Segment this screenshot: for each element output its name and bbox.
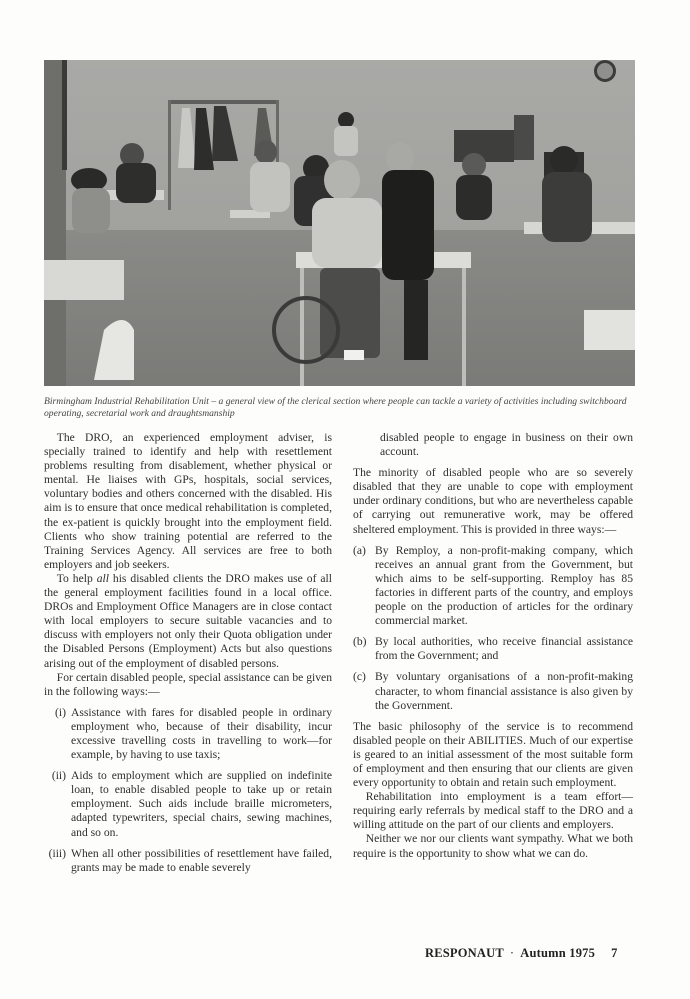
list-marker: (a) [353, 543, 366, 557]
paragraph-philosophy: The basic philosophy of the service is to recommend disabled people on their ABILITIES. Much of our expertise is geared to an initial assessment of the most suitable form of employment and then ensuring that our clients are given every opportunity to obtain and retain such employment. [353, 719, 633, 790]
paragraph-dro-intro: The DRO, an experienced employment adviser, is specially trained to identify and help with resettlement problems resulting from disablement, whether physical or mental. He liaises with GPs, hospitals, social services, voluntary bodies and others concerned with the disabled. His aim is to ensure that once medical rehabilitation is completed, the ex-patient is quickly brought into the employment field. Clients who show training potential are referred to the Training Services Agency. All services are free to both employers and job seekers. [44, 431, 332, 571]
issue-date: Autumn 1975 [520, 946, 596, 960]
list-item-iii-continuation: disabled people to engage in business on their own account. [380, 431, 633, 459]
photo-illustration [44, 60, 635, 386]
list-item-c [353, 670, 633, 712]
text-span: To help [56, 571, 97, 585]
text-span: his disabled clients the DRO makes use of all the general employment facilities found in a local office. DROs and Employment Office Managers are in close contact with local employers to secure suitable vacancies and to discuss with employers not only their Quota obligation under the Disabled Persons (Employment) Acts but also questions arising out of the employment of disabled persons. [44, 571, 332, 670]
list-text: By Remploy, a non-profit-making company, which receives an annual grant from the Government, but which aims to be self-supporting. Remploy has 85 factories in different parts of the country, and employs people on the production of articles for the ordinary commercial market. [375, 543, 633, 628]
list-text: When all other possibilities of resettlement have failed, grants may be made to enable severely [71, 846, 332, 874]
list-marker: (c) [353, 670, 366, 684]
page-number: 7 [611, 946, 618, 960]
paragraph-team-effort: Rehabilitation into employment is a team effort—requiring early referrals by medical staff to the DRO and a willing attitude on the part of our clients and employers. [353, 790, 633, 832]
page-footer [425, 946, 618, 961]
paragraph-sheltered-employment: The minority of disabled people who are so severely disabled that they are unable to cope with employment under ordinary conditions, but who are nevertheless capable of carrying out remunerative work, may be offered sheltered employment. This is provided in three ways:— [353, 466, 633, 536]
list-text: Assistance with fares for disabled people in ordinary employment who, because of their disability, incur excessive travelling costs in travelling to work—for example, by having to use taxis; [71, 705, 332, 762]
paragraph-sympathy: Neither we nor our clients want sympathy. What we both require is the opportunity to show what we can do. [353, 832, 633, 860]
paragraph-facilities [44, 572, 332, 671]
left-column [44, 431, 332, 875]
list-item-b [353, 635, 633, 663]
list-text: By local authorities, who receive financial assistance from the Government; and [375, 635, 633, 663]
photo-caption: Birmingham Industrial Rehabilitation Unit – a general view of the clerical section where people can tackle a variety of activities including switchboard operating, secretarial work and draughtsmanship [44, 396, 627, 419]
emphasis-all: all [96, 571, 109, 585]
footer-separator: · [509, 946, 515, 960]
list-text: By voluntary organisations of a non-profit-making character, to whom financial assistance is also given by the Government. [375, 670, 633, 712]
list-item-iii [44, 847, 332, 875]
list-item-ii [44, 769, 332, 839]
list-marker: (iii) [48, 846, 66, 860]
photo-clerical-section [44, 60, 635, 386]
list-marker: (b) [353, 635, 367, 649]
list-item-i [44, 706, 332, 762]
list-item-a [353, 544, 633, 629]
list-marker: (ii) [51, 769, 66, 783]
list-text: Aids to employment which are supplied on indefinite loan, to enable disabled people to take up or retain employment. Such aids include braille micrometers, adapted typewriters, special chairs, sewing machines, and so on. [71, 769, 332, 839]
paragraph-special-assistance: For certain disabled people, special assistance can be given in the following ways:— [44, 670, 332, 698]
right-column [353, 431, 633, 861]
publication-name: RESPONAUT [425, 946, 504, 960]
list-marker: (i) [55, 705, 66, 719]
